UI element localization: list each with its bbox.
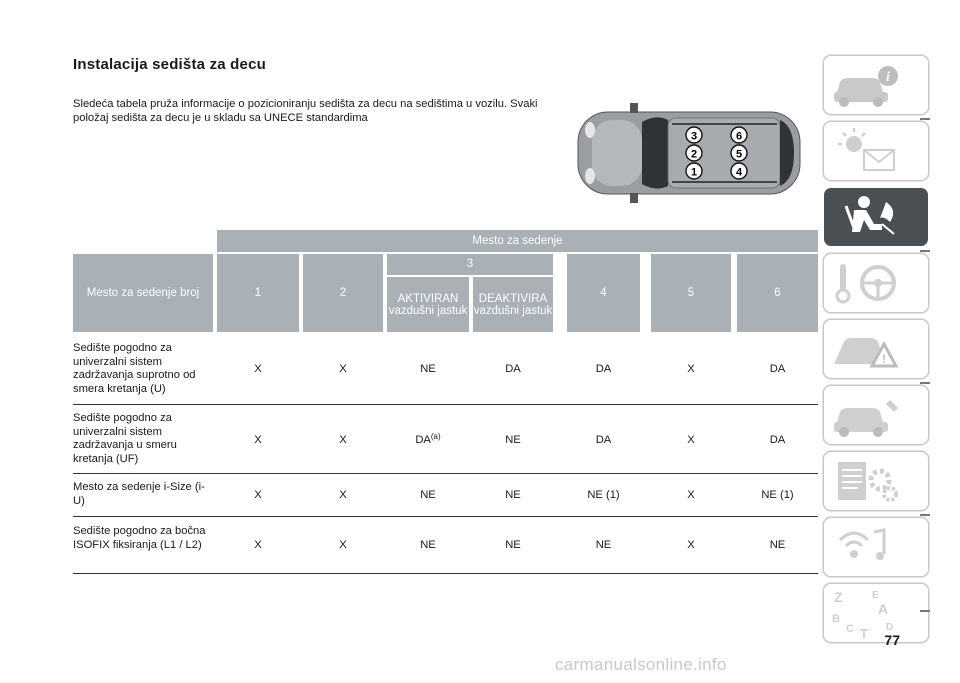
nav-multimedia[interactable] xyxy=(824,518,928,576)
svg-text:Z: Z xyxy=(834,589,843,605)
svg-text:!: ! xyxy=(882,352,886,366)
cell-col-6: NE xyxy=(769,539,786,551)
header-col-3-airbag-deactive: DEAKTIVIRA vazdušni jastuk xyxy=(473,277,553,332)
cell-col-4: NE xyxy=(595,539,612,551)
cell-col-3a: NE xyxy=(420,539,436,551)
cell-col-6: DA xyxy=(769,434,786,446)
svg-text:i: i xyxy=(886,70,890,85)
nav-emergency[interactable] xyxy=(824,320,928,378)
nav-maintenance[interactable] xyxy=(824,386,928,444)
cell-col-5: X xyxy=(687,539,695,551)
nav-technical-data[interactable] xyxy=(824,452,928,510)
warning-lights-message-icon xyxy=(824,122,928,180)
nav-car-info[interactable] xyxy=(824,56,928,114)
header-col-4: 4 xyxy=(567,254,640,332)
table-header-row xyxy=(73,254,818,332)
cell-col-4: DA xyxy=(595,434,612,446)
car-top-view-illustration xyxy=(572,100,802,205)
cell-col-5: X xyxy=(687,434,695,446)
header-col-6: 6 xyxy=(737,254,818,332)
nav-edge-mark xyxy=(920,250,930,252)
svg-text:D: D xyxy=(886,622,894,633)
cell-col-3a xyxy=(387,434,469,446)
cell-col-3a: NE xyxy=(420,363,436,375)
cell-col-2: X xyxy=(339,434,347,446)
table-row xyxy=(73,474,818,517)
svg-text:3: 3 xyxy=(690,130,698,143)
svg-text:E: E xyxy=(872,590,879,601)
cell-col-2: X xyxy=(339,539,347,551)
seat-number-4 xyxy=(731,163,747,179)
row-label: Mesto za sedenje i-Size (i-U) xyxy=(73,481,205,507)
road-warning-icon xyxy=(824,320,928,378)
header-col-1: 1 xyxy=(217,254,299,332)
cell-col-3b: NE xyxy=(505,539,521,551)
svg-text:C: C xyxy=(846,623,854,635)
svg-text:B: B xyxy=(832,613,840,625)
header-col-2: 2 xyxy=(303,254,383,332)
table-row xyxy=(73,332,818,405)
cell-col-1: X xyxy=(254,434,262,446)
key-steering-wheel-icon xyxy=(824,254,928,312)
svg-text:6: 6 xyxy=(735,130,743,143)
cell-col-6: NE (1) xyxy=(761,489,794,501)
table-main-header: Mesto za sedenje xyxy=(217,230,818,252)
cell-col-6: DA xyxy=(769,363,786,375)
seat-number-2 xyxy=(686,145,702,161)
cell-col-2: X xyxy=(339,363,347,375)
seat-number-3 xyxy=(686,127,702,143)
page-number: 77 xyxy=(884,632,900,648)
cell-col-3b: NE xyxy=(505,489,521,501)
svg-text:1: 1 xyxy=(690,166,698,179)
cell-col-1: X xyxy=(254,539,262,551)
svg-text:4: 4 xyxy=(735,166,743,179)
nav-safety[interactable] xyxy=(824,188,928,246)
nav-starting-driving[interactable] xyxy=(824,254,928,312)
cell-col-4: DA xyxy=(595,363,612,375)
svg-text:5: 5 xyxy=(735,148,743,161)
seat-number-1 xyxy=(686,163,702,179)
seat-number-6 xyxy=(731,127,747,143)
header-col-5: 5 xyxy=(651,254,731,332)
cell-col-3a-value: DA xyxy=(415,434,431,446)
table-row xyxy=(73,517,818,574)
header-col-3: 3 xyxy=(387,254,553,275)
svg-text:2: 2 xyxy=(690,148,698,161)
intro-text: Sledeća tabela pruža informacije o pozicioniranju sedišta za decu na sedištima u vozilu. Svaki položaj sedišta za decu je u skladu sa UNECE standardima xyxy=(73,98,538,124)
table-row xyxy=(73,405,818,474)
cell-col-4: NE (1) xyxy=(587,489,620,501)
cell-col-5: X xyxy=(687,489,695,501)
multimedia-icon xyxy=(824,518,928,576)
page-title: Instalacija sedišta za decu xyxy=(73,56,266,73)
row-label: Sedište pogodno za univerzalni sistem zadržavanja suprotno od smera kretanja (U) xyxy=(73,342,196,395)
header-col-3-airbag-active: AKTIVIRAN vazdušni jastuk xyxy=(387,277,469,332)
car-info-icon xyxy=(824,56,928,114)
footnote-a: (a) xyxy=(430,432,441,441)
seat-airbag-icon xyxy=(824,188,928,246)
svg-text:A: A xyxy=(878,601,889,617)
cell-col-1: X xyxy=(254,363,262,375)
nav-edge-mark xyxy=(920,118,930,120)
child-seat-table xyxy=(73,230,818,574)
car-service-icon xyxy=(824,386,928,444)
technical-data-icon xyxy=(824,452,928,510)
cell-col-5: X xyxy=(687,363,695,375)
header-seat-number: Mesto za sedenje broj xyxy=(73,254,213,332)
cell-col-2: X xyxy=(339,489,347,501)
row-label: Sedište pogodno za univerzalni sistem zadržavanja u smeru kretanja (UF) xyxy=(73,412,177,465)
seat-number-5 xyxy=(731,145,747,161)
row-label: Sedište pogodno za bočna ISOFIX fiksiranja (L1 / L2) xyxy=(73,525,206,551)
watermark: carmanualsonline.info xyxy=(555,655,727,674)
nav-edge-mark xyxy=(920,514,930,516)
nav-warning-lights[interactable] xyxy=(824,122,928,180)
cell-col-3a: NE xyxy=(420,489,436,501)
nav-edge-mark xyxy=(920,382,930,384)
cell-col-3b: DA xyxy=(505,363,521,375)
cell-col-1: X xyxy=(254,489,262,501)
nav-edge-mark xyxy=(920,610,930,612)
cell-col-3b: NE xyxy=(505,434,521,446)
svg-text:T: T xyxy=(860,626,868,641)
